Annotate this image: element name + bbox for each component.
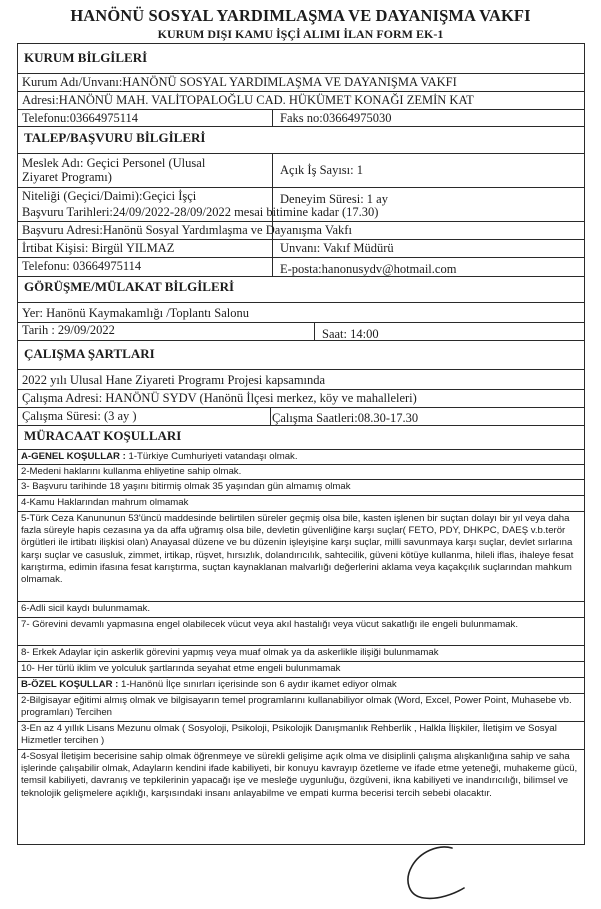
divider [18, 153, 584, 154]
divider [18, 221, 584, 222]
divider [18, 369, 584, 370]
divider [18, 479, 584, 480]
divider [18, 407, 584, 408]
gorusme-yeri: Yer: Hanönü Kaymakamlığı /Toplantı Salonu [22, 306, 249, 320]
divider [272, 109, 273, 126]
divider [18, 511, 584, 512]
unvani: Unvanı: Vakıf Müdürü [280, 241, 394, 255]
calisma-saatleri: Çalışma Saatleri:08.30-17.30 [272, 411, 419, 425]
divider [18, 187, 584, 188]
ozel-kosul-4: 4-Sosyal İletişim becerisine sahip olmak öğrenmeye ve sürekli gelişime açık olma ve disiplinli çalışma alışkanlığına sahip ve saha işlerinde çalışabilir olmak, Adayların kendini ifade kabiliyeti, bir konuyu kavrayıp özetleme ve ifade etme yeteneği, muhakeme gücü, temsil kabiliyeti, davranış ve tepkilerinin yapacağı işe ve mesleğe uygunluğu, özgüveni, ikna kabiliyeti ve inandırıcılığı, bilimsel ve teknolojik gelişmelere açıklığı, karşısındaki insanı anlayabilme ve empati kurma becerisi tercih sebebi olacaktır. [21, 751, 578, 799]
form-subtitle: KURUM DIŞI KAMU İŞÇİ ALIMI İLAN FORM EK-1 [157, 27, 444, 41]
section-gorusme: GÖRÜŞME/MÜLAKAT BİLGİLERİ [24, 279, 235, 294]
divider [18, 126, 584, 127]
divider [18, 601, 584, 602]
kurum-adi: Kurum Adı/Unvanı:HANÖNÜ SOSYAL YARDIMLAŞMA VE DAYANIŞMA VAKFI [22, 75, 457, 89]
ozel-kosul-1: B-ÖZEL KOŞULLAR : 1-Hanönü İlçe sınırları içerisinde son 6 aydır ikamet ediyor olmak [21, 679, 397, 690]
divider [18, 677, 584, 678]
genel-kosul-5: 5-Türk Ceza Kanununun 53'üncü maddesinde belirtilen süreler geçmiş olsa bile, kasten işlenen bir suçtan dolayı bir yıl veya daha fazla süreyle hapis cezasına ya da affa uğramış olsa bile, devletin güvenliğine karşı suçlar( FETO, PDY, DHKPC, DAEŞ v.b.terör örgütleri ile irtibatı ilişkisi olan) Anayasal düzene ve bu düzenin işleyişine karşı suçlar, milli savunmaya karşı suçlar, devlet sırlarına karşı suçlar ve casusluk, zimmet, irtikap, rüşvet, hırsızlık, dolandırıcılık, sahtecilik, güveni kötüye kullanma, hileli iflas, ihaleye fesat karıştırma, edimin ifasına fesat karıştırma, suçtan kaynaklanan malvarlığı değerlerini aklama veya kaçakçılık suçlarından mahkum olmamak. [21, 513, 574, 586]
basvuru-tarihleri: Başvuru Tarihleri:24/09/2022-28/09/2022 mesai bitimine kadar (17.30) [22, 205, 379, 219]
section-muracaat: MÜRACAAT KOŞULLARI [24, 428, 182, 443]
divider [18, 661, 584, 662]
divider [18, 617, 584, 618]
calisma-suresi: Çalışma Süresi: (3 ay ) [22, 409, 137, 423]
section-talep: TALEP/BAŞVURU BİLGİLERİ [24, 130, 206, 145]
genel-kosul-6: 6-Adli sicil kaydı bulunmamak. [21, 603, 151, 614]
divider [18, 749, 584, 750]
gorusme-tarihi: Tarih : 29/09/2022 [22, 323, 115, 337]
divider [270, 407, 271, 425]
kurum-adres: Adresi:HANÖNÜ MAH. VALİTOPALOĞLU CAD. HÜKÜMET KONAĞI ZEMİN KAT [22, 93, 474, 107]
meslek-adi-cont: Ziyaret Programı) [22, 170, 112, 184]
e-posta: E-posta:hanonusydv@hotmail.com [280, 262, 457, 276]
deneyim-suresi: Deneyim Süresi: 1 ay [280, 192, 388, 206]
divider [314, 322, 315, 340]
genel-kosul-10: 10- Her türlü iklim ve yolculuk şartlarında seyahat etme engeli bulunmamak [21, 663, 341, 674]
divider [18, 645, 584, 646]
genel-kosul-3: 3- Başvuru tarihinde 18 yaşını bitirmiş olmak 35 yaşından gün almamış olmak [21, 481, 351, 492]
divider [18, 389, 584, 390]
divider [18, 302, 584, 303]
genel-kosul-8: 8- Erkek Adaylar için askerlik görevini yapmış veya muaf olmak ya da askerlikle ilişiği bulunmamak [21, 647, 439, 658]
divider [18, 449, 584, 450]
proje-kapsami: 2022 yılı Ulusal Hane Ziyareti Programı Projesi kapsamında [22, 373, 326, 387]
ozel-kosul-3: 3-En az 4 yıllık Lisans Mezunu olmak ( Sosyoloji, Psikoloji, Psikolojik Danışmanlık Rehberlik , Halkla İlişkiler, İletişim ve Sosyal Hizmetler tercihen ) [21, 723, 557, 747]
divider [18, 340, 584, 341]
divider [18, 693, 584, 694]
divider [18, 73, 584, 74]
divider [18, 495, 584, 496]
application-form [17, 43, 585, 845]
signature [390, 842, 480, 904]
basvuru-adresi: Başvuru Adresi:Hanönü Sosyal Yardımlaşma ve Dayanışma Vakfı [22, 223, 352, 237]
page-title: HANÖNÜ SOSYAL YARDIMLAŞMA VE DAYANIŞMA VAKFI [70, 6, 531, 25]
irtibat-telefon: Telefonu: 03664975114 [22, 259, 142, 273]
meslek-adi: Meslek Adı: Geçici Personel (Ulusal [22, 156, 206, 170]
section-calisma: ÇALIŞMA ŞARTLARI [24, 346, 155, 361]
niteligi: Niteliği (Geçici/Daimi):Geçici İşçi [22, 189, 197, 203]
irtibat-kisisi: İrtibat Kişisi: Birgül YILMAZ [22, 241, 175, 255]
kurum-faks: Faks no:03664975030 [280, 111, 392, 125]
genel-kosul-2: 2-Medeni haklarını kullanma ehliyetine sahip olmak. [21, 466, 242, 477]
divider [18, 464, 584, 465]
divider [18, 109, 584, 110]
genel-kosul-7: 7- Görevini devamlı yapmasına engel olabilecek vücut veya akıl hastalığı veya vücut sakatlığı ile engeli bulunmamak. [21, 619, 519, 630]
divider [18, 276, 584, 277]
genel-kosullar-title: A-GENEL KOŞULLAR : [21, 451, 126, 462]
divider [18, 425, 584, 426]
divider [18, 91, 584, 92]
gorusme-saati: Saat: 14:00 [322, 327, 379, 341]
genel-kosul-1: A-GENEL KOŞULLAR : 1-Türkiye Cumhuriyeti vatandaşı olmak. [21, 451, 298, 462]
divider [18, 257, 584, 258]
divider [18, 721, 584, 722]
kurum-telefon: Telefonu:03664975114 [22, 111, 139, 125]
ozel-kosullar-title: B-ÖZEL KOŞULLAR : [21, 679, 119, 690]
calisma-adresi: Çalışma Adresi: HANÖNÜ SYDV (Hanönü İlçesi merkez, köy ve mahalleleri) [22, 391, 417, 405]
section-kurum: KURUM BİLGİLERİ [24, 50, 148, 65]
ozel-kosul-2: 2-Bilgisayar eğitimi almış olmak ve bilgisayarın temel programlarını kullanabiliyor olmak (Word, Excel, Power Point, Muhasebe vb. programları) Tercihen [21, 695, 572, 719]
genel-kosul-4: 4-Kamu Haklarından mahrum olmamak [21, 497, 189, 508]
acik-is-sayisi: Açık İş Sayısı: 1 [280, 163, 363, 177]
divider [18, 239, 584, 240]
